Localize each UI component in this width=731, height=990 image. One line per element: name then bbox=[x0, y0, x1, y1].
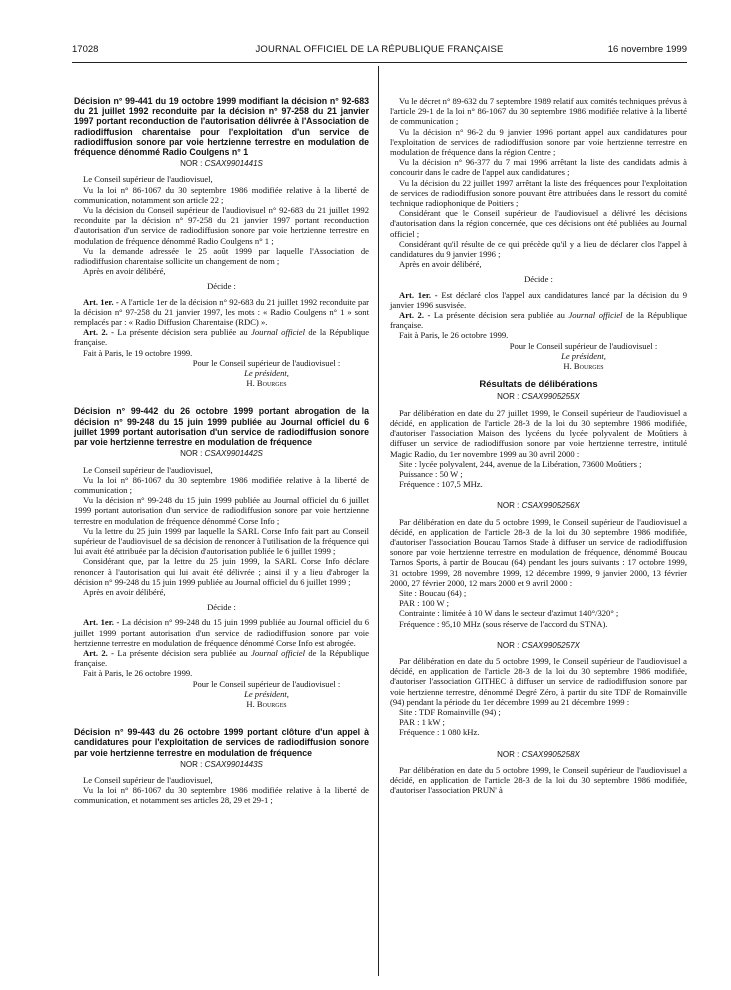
paragraph: Vu la loi n° 86-1067 du 30 septembre 1986 modifiée relative à la liberté de communication, notamment son article 22 ; bbox=[74, 184, 369, 205]
paragraph: Vu la décision n° 96-2 du 9 janvier 1996 portant appel aux candidatures pour l'exploitation de services de radiodiffusion sonore par voie hertzienne terrestre en modulation de fréquence dans la région Centre ; bbox=[390, 126, 687, 158]
nor-reference: NOR : CSAX9901441S bbox=[180, 159, 263, 169]
nor-reference: NOR : CSAX9905257X bbox=[497, 640, 580, 650]
issue-date: 16 novembre 1999 bbox=[607, 44, 687, 55]
article: Art. 2. - La présente décision sera publiée au Journal officiel de la République française. bbox=[74, 327, 370, 348]
paragraph: Par délibération en date du 5 octobre 1999, le Conseil supérieur de l'audiovisuel a décidé, en application de l'article 28-3 de la loi du 30 septembre 1986 modifiée, d'autoriser l'association Boucau Tarnos Stade à diffuser un service de radiodiffusion sonore par voie hertzienne terrestre en modulation de fréquence, dénommé Boucau Tarnos Sports, à partir de Boucau (64) pendant les jours suivants : 17 octobre 1999, 31 octobre 1999, 28 novembre 1999, 12 décembre 1999, 9 janvier 2000, 13 février 2000, 27 février 2000, 12 mars 2000 et 9 avril 2000 : bbox=[390, 516, 687, 588]
detail-line: Fréquence : 107,5 MHz. bbox=[399, 479, 483, 490]
paragraph: Le Conseil supérieur de l'audiovisuel, bbox=[83, 174, 213, 185]
paragraph: Par délibération en date du 27 juillet 1999, le Conseil supérieur de l'audiovisuel a décidé, en application de l'article 28-3 de la loi du 30 septembre 1986 modifiée, d'autoriser l'association Maison des lycéens du lycée polyvalent de Moûtiers à diffuser un service de radiodiffusion sonore par voie hertzienne terrestre, intitulé Magic Radio, du 1er novembre 1999 au 30 avril 2000 : bbox=[390, 407, 687, 459]
paragraph: Vu le décret n° 89-632 du 7 septembre 1989 relatif aux comités techniques prévus à l'article 29-1 de la loi n° 86-1067 du 30 septembre 1986 modifiée relative à la liberté de communication ; bbox=[390, 96, 687, 127]
detail-line: Fréquence : 1 080 kHz. bbox=[399, 727, 480, 738]
signature-line: Pour le Conseil supérieur de l'audiovisuel : bbox=[509, 340, 658, 351]
paragraph: Considérant qu'il résulte de ce qui précède qu'il y a lieu de déclarer clos l'appel à candidatures du 9 janvier 1996 ; bbox=[390, 238, 687, 260]
paragraph: Le Conseil supérieur de l'audiovisuel, bbox=[83, 464, 213, 475]
right-column bbox=[390, 96, 687, 795]
paragraph: Vu la décision n° 96-377 du 7 mai 1996 arrêtant la liste des candidats admis à concourir dans le cadre de l'appel aux candidatures ; bbox=[390, 157, 687, 178]
paragraph: Après en avoir délibéré, bbox=[83, 266, 166, 277]
paragraph: Après en avoir délibéré, bbox=[399, 259, 482, 270]
nor-reference: NOR : CSAX9905258X bbox=[497, 749, 580, 759]
paragraph: Le Conseil supérieur de l'audiovisuel, bbox=[83, 774, 213, 785]
journal-title: JOURNAL OFFICIEL DE LA RÉPUBLIQUE FRANÇAISE bbox=[255, 44, 504, 55]
signature-date: Fait à Paris, le 26 octobre 1999. bbox=[83, 668, 193, 679]
article: Art. 2. - La présente décision sera publiée au Journal officiel de la République française. bbox=[390, 310, 688, 331]
page-header bbox=[72, 40, 687, 60]
paragraph: Vu la demande adressée le 25 août 1999 par laquelle l'Association de radiodiffusion charentaise sollicite un changement de nom ; bbox=[74, 245, 369, 267]
paragraph: Après en avoir délibéré, bbox=[83, 586, 166, 597]
paragraph: Vu la loi n° 86-1067 du 30 septembre 1986 modifiée relative à la liberté de communication ; bbox=[74, 474, 369, 495]
paragraph: Vu la loi n° 86-1067 du 30 septembre 1986 modifiée relative à la liberté de communication, et notamment ses articles 28, 29 et 29-1 ; bbox=[74, 785, 369, 806]
decide-heading: Décide : bbox=[207, 602, 236, 613]
signature-name: H. Bourges bbox=[563, 361, 604, 372]
left-column bbox=[74, 96, 369, 806]
decision-title: Décision n° 99-443 du 26 octobre 1999 portant clôture d'un appel à candidatures pour l'exploitation de services de radiodiffusion sonore par voie hertzienne terrestre en modulation de fréquence bbox=[74, 727, 369, 758]
signature-name: H. Bourges bbox=[246, 378, 287, 389]
detail-line: Contrainte : limitée à 10 W dans le secteur d'azimut 140°/320° ; bbox=[399, 608, 619, 619]
signature-line: Pour le Conseil supérieur de l'audiovisuel : bbox=[192, 678, 341, 689]
decide-heading: Décide : bbox=[207, 281, 236, 292]
signature-role: Le président, bbox=[244, 688, 289, 699]
nor-reference: NOR : CSAX9901442S bbox=[180, 449, 263, 459]
paragraph: Par délibération en date du 5 octobre 1999, le Conseil supérieur de l'audiovisuel a décidé, en application de l'article 28-3 de la loi du 30 septembre 1986 modifiée, d'autoriser l'association GITHEC à diffuser un service de radiodiffusion sonore par voie hertzienne terrestre, dénommé Degré Zéro, à partir du site TDF de Romainville (94) pendant la période du 1er décembre 1999 au 21 décembre 1999 : bbox=[390, 655, 687, 707]
article: Art. 2. - La présente décision sera publiée au Journal officiel de la République française. bbox=[74, 647, 370, 669]
decision-title: Décision n° 99-441 du 19 octobre 1999 modifiant la décision n° 92-683 du 21 juillet 1992 reconduite par la décision n° 97-258 du 21 janvier 1997 portant reconduction de l'autorisation délivrée à l'Association de radiodiffusion charentaise pour l'exploitation d'un service de radiodiffusion sonore par voie hertzienne terrestre en modulation de fréquence dénommé Radio Coulgens n° 1 bbox=[74, 96, 369, 158]
detail-line: PAR : 1 kW ; bbox=[399, 717, 445, 728]
paragraph: Vu la lettre du 25 juin 1999 par laquelle la SARL Corse Info fait part au Conseil supérieur de l'audiovisuel de sa décision de renoncer à l'utilisation de la fréquence qui lui avait été attribuée par la décision d'autorisation publiée le 6 juillet 1999 ; bbox=[74, 525, 369, 557]
article: Art. 1er. - Est déclaré clos l'appel aux candidatures lancé par la décision du 9 janvier 1996 susvisée. bbox=[390, 289, 687, 310]
signature-role: Le président, bbox=[561, 350, 606, 361]
detail-line: Site : lycée polyvalent, 244, avenue de la Libération, 73600 Moûtiers ; bbox=[399, 458, 642, 469]
detail-line: Puissance : 50 W ; bbox=[399, 468, 463, 479]
header-rule bbox=[72, 62, 687, 63]
paragraph: Par délibération en date du 5 octobre 1999, le Conseil supérieur de l'audiovisuel a décidé, en application de l'article 28-3 de la loi du 30 septembre 1986 modifiée, d'autoriser l'association PRUN' à bbox=[390, 764, 687, 796]
nor-reference: NOR : CSAX9905255X bbox=[497, 392, 580, 402]
signature-date: Fait à Paris, le 19 octobre 1999. bbox=[83, 347, 193, 358]
nor-reference: NOR : CSAX9905256X bbox=[497, 501, 580, 511]
detail-line: PAR : 100 W ; bbox=[399, 598, 449, 609]
paragraph: Vu la décision n° 99-248 du 15 juin 1999 publiée au Journal officiel du 6 juillet 1999 portant autorisation d'un service de radiodiffusion sonore par voie hertzienne terrestre en modulation de fréquence dénommé Corse Info ; bbox=[74, 495, 369, 526]
article: Art. 1er. - La décision n° 99-248 du 15 juin 1999 publiée au Journal officiel du 6 juillet 1999 portant autorisation d'un service de radiodiffusion sonore par voie hertzienne terrestre en modulation de fréquence dénommé Corse Info est abrogée. bbox=[74, 617, 369, 648]
paragraph: Considérant que le Conseil supérieur de l'audiovisuel a délivré les décisions d'autorisation dans la région concernée, que ces décisions ont été publiées au Journal officiel ; bbox=[390, 208, 687, 239]
detail-line: Site : Boucau (64) ; bbox=[399, 587, 467, 598]
section-heading: Résultats de délibérations bbox=[479, 379, 598, 391]
decision-title: Décision n° 99-442 du 26 octobre 1999 portant abrogation de la décision n° 99-248 du 15 juin 1999 publiée au Journal officiel du 6 juillet 1999 portant autorisation d'un service de radiodiffusion sonore par voie hertzienne terrestre en modulation de fréquence bbox=[74, 406, 369, 448]
detail-line: Fréquence : 95,10 MHz (sous réserve de l'accord du STNA). bbox=[399, 618, 608, 629]
signature-name: H. Bourges bbox=[246, 698, 287, 709]
column-divider bbox=[378, 66, 379, 976]
paragraph: Considérant que, par la lettre du 25 juin 1999, la SARL Corse Info déclare renoncer à l'autorisation qui lui avait été délivrée ; ainsi il y a lieu d'abroger la décision n° 99-248 du 15 juin 1999 publiée au Journal officiel du 6 juillet 1999 ; bbox=[74, 556, 369, 587]
signature-line: Pour le Conseil supérieur de l'audiovisuel : bbox=[192, 357, 341, 368]
article: Art. 1er. - A l'article 1er de la décision n° 92-683 du 21 juillet 1992 reconduite par la décision n° 97-258 du 21 janvier 1997, les mots : « Radio Coulgens n° 1 » sont remplacés par : « Radio Diffusion Charentaise (RDC) ». bbox=[74, 296, 369, 328]
nor-reference: NOR : CSAX9901443S bbox=[180, 759, 263, 769]
signature-role: Le président, bbox=[244, 368, 289, 379]
paragraph: Vu la décision du Conseil supérieur de l'audiovisuel n° 92-683 du 21 juillet 1992 reconduite par la décision n° 97-258 du 21 janvier 1997 portant reconduction d'autorisation d'un service de radiodiffusion sonore par voie hertzienne terrestre en modulation de fréquence dénommé Radio Coulgens n° 1 ; bbox=[74, 205, 369, 246]
signature-date: Fait à Paris, le 26 octobre 1999. bbox=[399, 330, 509, 341]
page-number: 17028 bbox=[72, 44, 99, 55]
detail-line: Site : TDF Romainville (94) ; bbox=[399, 706, 501, 717]
decide-heading: Décide : bbox=[524, 274, 553, 285]
paragraph: Vu la décision du 22 juillet 1997 arrêtant la liste des fréquences pour l'exploitation de services de radiodiffusion sonore pouvant être attribuées dans le ressort du comité technique radiophonique de Poitiers ; bbox=[390, 177, 687, 209]
